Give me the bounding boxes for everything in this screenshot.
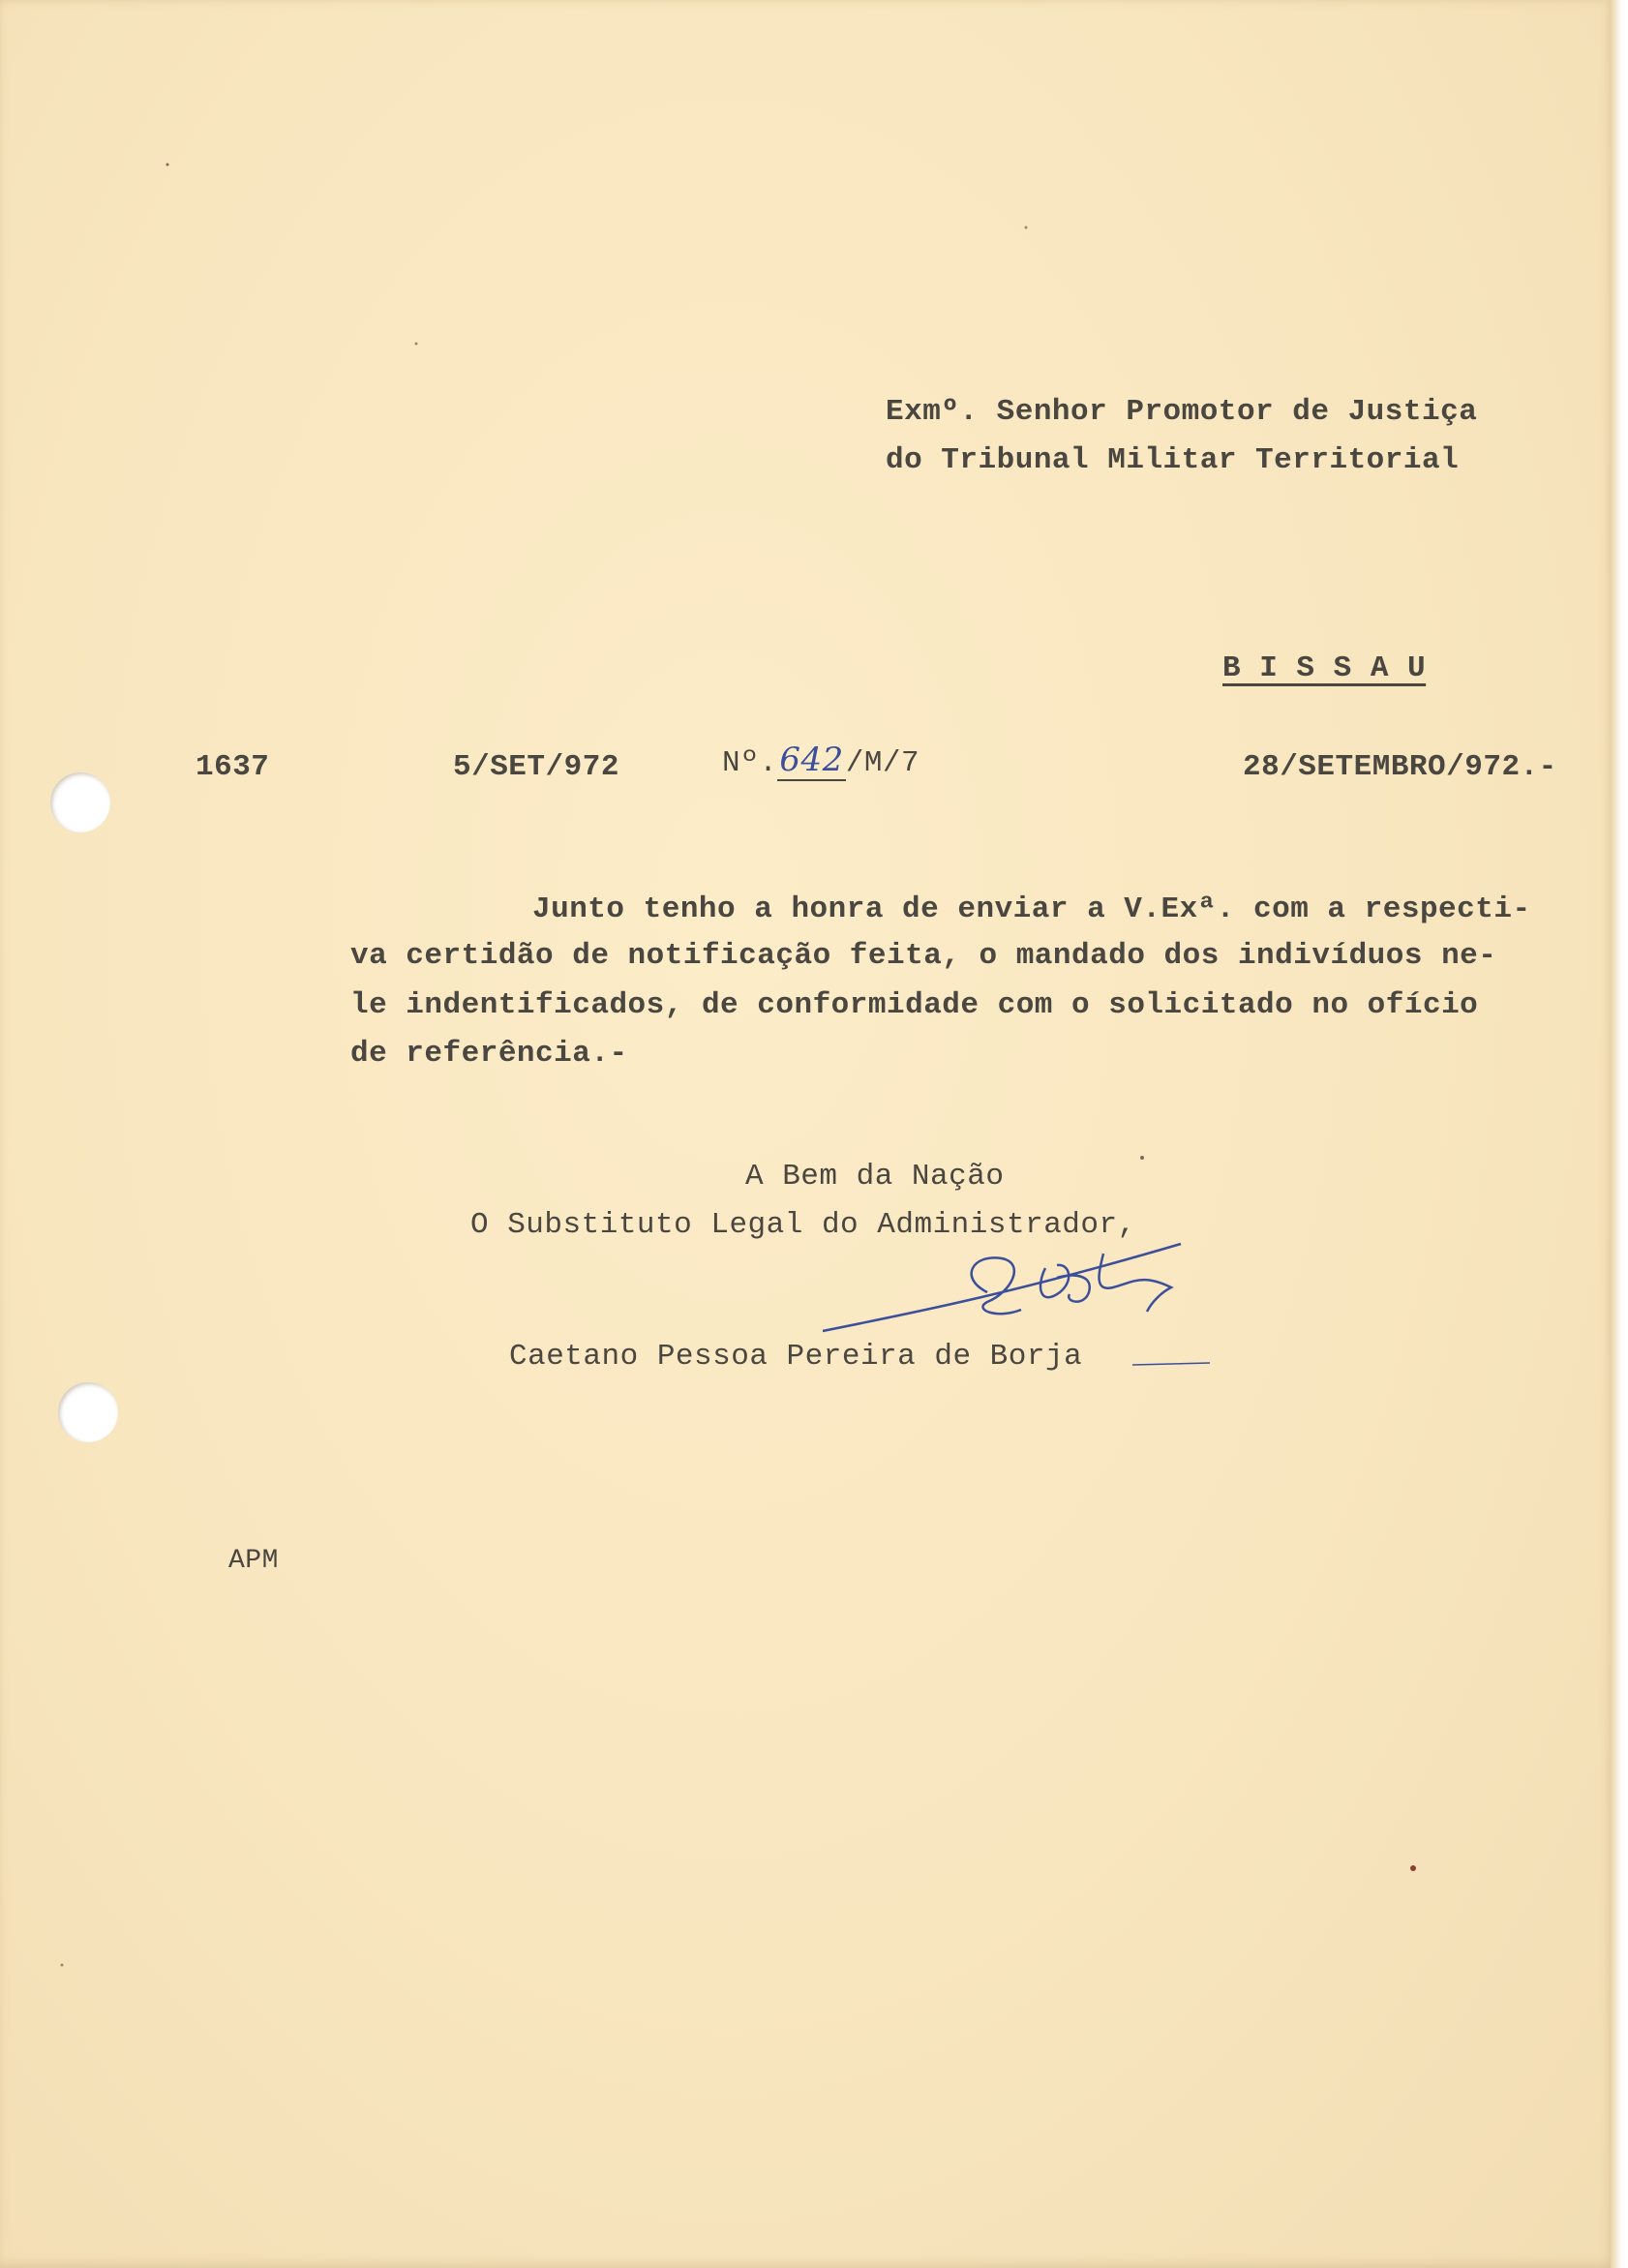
body-line-4: de referência.- [350,1037,628,1071]
office-number-handwritten: 642 [779,741,844,779]
office-number-prefix: Nº. [722,746,778,780]
registration-number: 1637 [196,750,270,784]
closing-salutation: A Bem da Nação [745,1160,1005,1194]
body-line-1: Junto tenho a honra de enviar a V.Exª. com a respecti- [532,892,1531,926]
addressee-line-2: do Tribunal Militar Territorial [886,443,1460,477]
body-line-2: va certidão de notificação feita, o mandado dos indivíduos ne- [350,939,1497,973]
body-line-3: le indentificados, de conformidade com o solicitado no ofício [350,988,1479,1022]
typist-initials: APM [228,1546,279,1576]
addressee-line-1: Exmº. Senhor Promotor de Justiça [886,395,1478,429]
closing-title: O Substituto Legal do Administrador, [470,1208,1136,1242]
office-number-suffix: /M/7 [845,746,920,780]
reference-date: 5/SET/972 [453,750,619,784]
letter-date: 28/SETEMBRO/972.- [1243,750,1557,784]
city-heading: B I S S A U [1222,651,1427,685]
signatory-name: Caetano Pessoa Pereira de Borja [509,1340,1083,1374]
